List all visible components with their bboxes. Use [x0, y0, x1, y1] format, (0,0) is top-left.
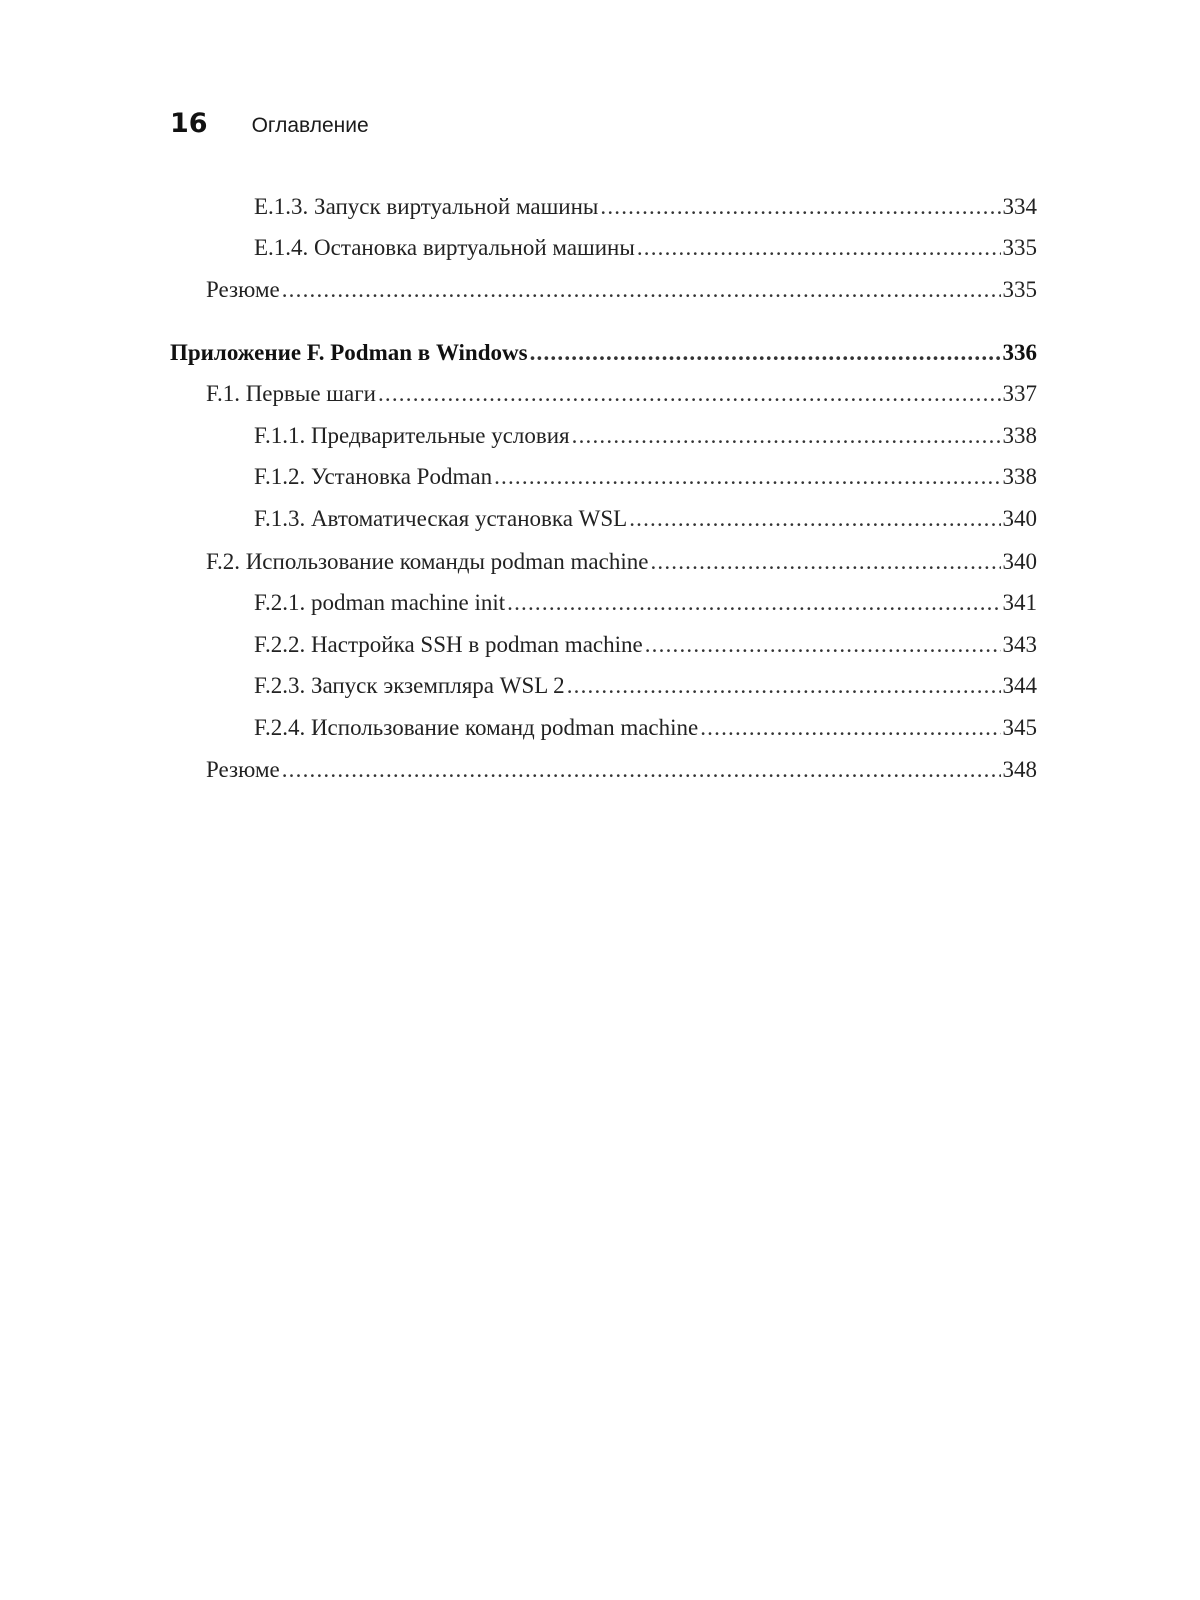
toc-entry-page: 341: [1002, 590, 1037, 615]
toc-entry-page: 337: [1002, 381, 1037, 406]
toc-entry[interactable]: [254, 671, 1037, 701]
page-number: 16: [170, 108, 208, 139]
toc-entry-title: F.1. Первые шаги: [206, 381, 376, 406]
toc-entry-title: F.1.1. Предварительные условия: [254, 423, 570, 448]
toc-entry[interactable]: [254, 588, 1037, 618]
dot-leader: [650, 547, 1000, 577]
toc-entry-title: E.1.3. Запуск виртуальной машины: [254, 194, 599, 219]
toc-entry[interactable]: [254, 233, 1037, 263]
toc-entry-page: 340: [1002, 506, 1037, 531]
toc-entry-page: 345: [1002, 715, 1037, 740]
toc-entry-page: 334: [1002, 194, 1037, 219]
toc-entry-title: F.1.3. Автоматическая установка WSL: [254, 506, 628, 531]
toc-entry[interactable]: [254, 504, 1037, 534]
toc-entry-title: Резюме: [206, 757, 280, 782]
dot-leader: [567, 671, 1001, 701]
toc-entry-page: 348: [1002, 757, 1037, 782]
toc-entry-title: F.1.2. Установка Podman: [254, 464, 493, 489]
dot-leader: [507, 588, 1000, 618]
dot-leader: [530, 338, 1001, 368]
toc-entry-title: F.2.1. podman machine init: [254, 590, 506, 615]
dot-leader: [378, 379, 1001, 409]
running-title: Оглавление: [251, 114, 369, 137]
toc-entry-page: 338: [1002, 423, 1037, 448]
toc-entry[interactable]: [254, 713, 1037, 743]
dot-leader: [700, 713, 1000, 743]
toc-entry[interactable]: [254, 421, 1037, 451]
toc-entry-page: 335: [1002, 277, 1037, 302]
dot-leader: [282, 275, 1001, 305]
toc-entry-title: F.2.2. Настройка SSH в podman machine: [254, 632, 643, 657]
toc-entry-title: Резюме: [206, 277, 280, 302]
toc-entry-page: 340: [1002, 549, 1037, 574]
toc-entry-title: F.2. Использование команды podman machine: [206, 549, 649, 574]
toc-entry[interactable]: [206, 755, 1037, 785]
toc-entry[interactable]: [254, 192, 1037, 222]
toc-entry[interactable]: [206, 379, 1037, 409]
dot-leader: [282, 755, 1001, 785]
toc-entry[interactable]: [254, 462, 1037, 492]
toc-entry[interactable]: [254, 630, 1037, 660]
toc-entry-page: 338: [1002, 464, 1037, 489]
toc-chapter-entry[interactable]: [170, 338, 1037, 368]
dot-leader: [494, 462, 1000, 492]
toc-entry-title: E.1.4. Остановка виртуальной машины: [254, 235, 635, 260]
toc-entry-page: 336: [1002, 340, 1037, 365]
dot-leader: [572, 421, 1001, 451]
toc-entry-page: 343: [1002, 632, 1037, 657]
toc-entry[interactable]: [206, 275, 1037, 305]
dot-leader: [600, 192, 1000, 222]
toc-entry-title: F.2.4. Использование команд podman machine: [254, 715, 699, 740]
dot-leader: [629, 504, 1000, 534]
page-header: [170, 108, 369, 148]
toc-entry-title: F.2.3. Запуск экземпляра WSL 2: [254, 673, 565, 698]
toc-entry-title: Приложение F. Podman в Windows: [170, 340, 528, 365]
dot-leader: [637, 233, 1001, 263]
toc-entry[interactable]: [206, 547, 1037, 577]
dot-leader: [645, 630, 1001, 660]
toc-entry-page: 335: [1002, 235, 1037, 260]
toc-entry-page: 344: [1002, 673, 1037, 698]
